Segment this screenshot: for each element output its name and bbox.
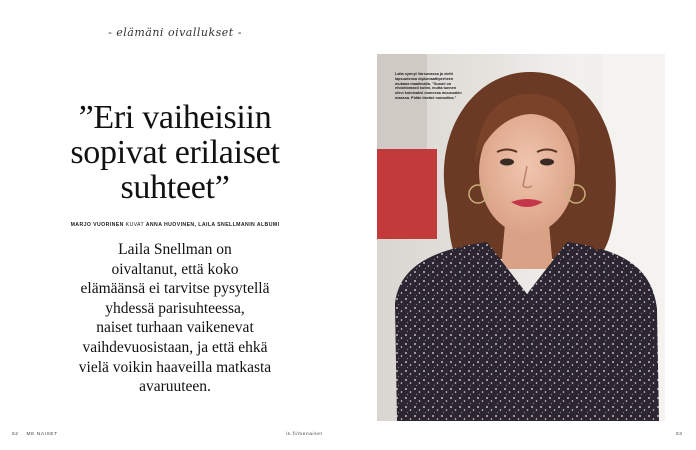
headline-line: sopivat erilaiset bbox=[70, 134, 280, 171]
lead-line: oivaltanut, että koko bbox=[111, 260, 239, 278]
lead-paragraph bbox=[45, 240, 305, 397]
headline bbox=[40, 100, 310, 205]
magazine-name: ME NAISET bbox=[26, 432, 58, 437]
wall-shape bbox=[377, 54, 427, 149]
byline-author: MARJO VUORINEN bbox=[70, 222, 124, 228]
photo-caption: Laila synnyi Varsovassa ja vietti lapsuutensa diplomaattiperheen mukana maailmalla. ”Suomi on ehdottomasti kotini, mutta tunnen olevi kotoisaksi monessa muussakin maassa. Pidän itseäni nomadina.” bbox=[395, 72, 462, 100]
lead-line: yhdessä parisuhteessa, bbox=[105, 299, 245, 317]
page-number-right: 63 bbox=[676, 432, 683, 437]
lead-line: vaihdevuosistaan, ja että ehkä bbox=[82, 338, 268, 356]
byline-photographers: ANNA HUOVINEN, LAILA SNELLMANIN ALBUMI bbox=[145, 222, 280, 228]
portrait-illustration bbox=[377, 54, 665, 421]
footer-site: is.fi/menaiset bbox=[286, 432, 323, 437]
portrait-photo bbox=[377, 54, 665, 421]
left-eye bbox=[500, 159, 514, 166]
byline bbox=[40, 222, 310, 228]
section-tag: - elämäni oivallukset - bbox=[108, 26, 242, 39]
lead-line: elämäänsä ei tarvitse pysytellä bbox=[80, 280, 270, 298]
lead-line: vielä voikin haaveilla matkasta bbox=[78, 358, 272, 376]
red-background-shape bbox=[377, 149, 437, 239]
byline-photos-prefix: KUVAT bbox=[125, 222, 145, 228]
lead-line: Laila Snellman on bbox=[118, 241, 232, 258]
headline-line: ”Eri vaiheisiin bbox=[78, 99, 272, 136]
headline-line: suhteet” bbox=[120, 169, 230, 206]
right-eye bbox=[540, 159, 554, 166]
footer-left bbox=[12, 432, 58, 437]
lead-line: avaruuteen. bbox=[139, 378, 211, 396]
lead-line: naiset turhaan vaikenevat bbox=[96, 319, 254, 337]
page-number-left: 62 bbox=[12, 432, 19, 437]
